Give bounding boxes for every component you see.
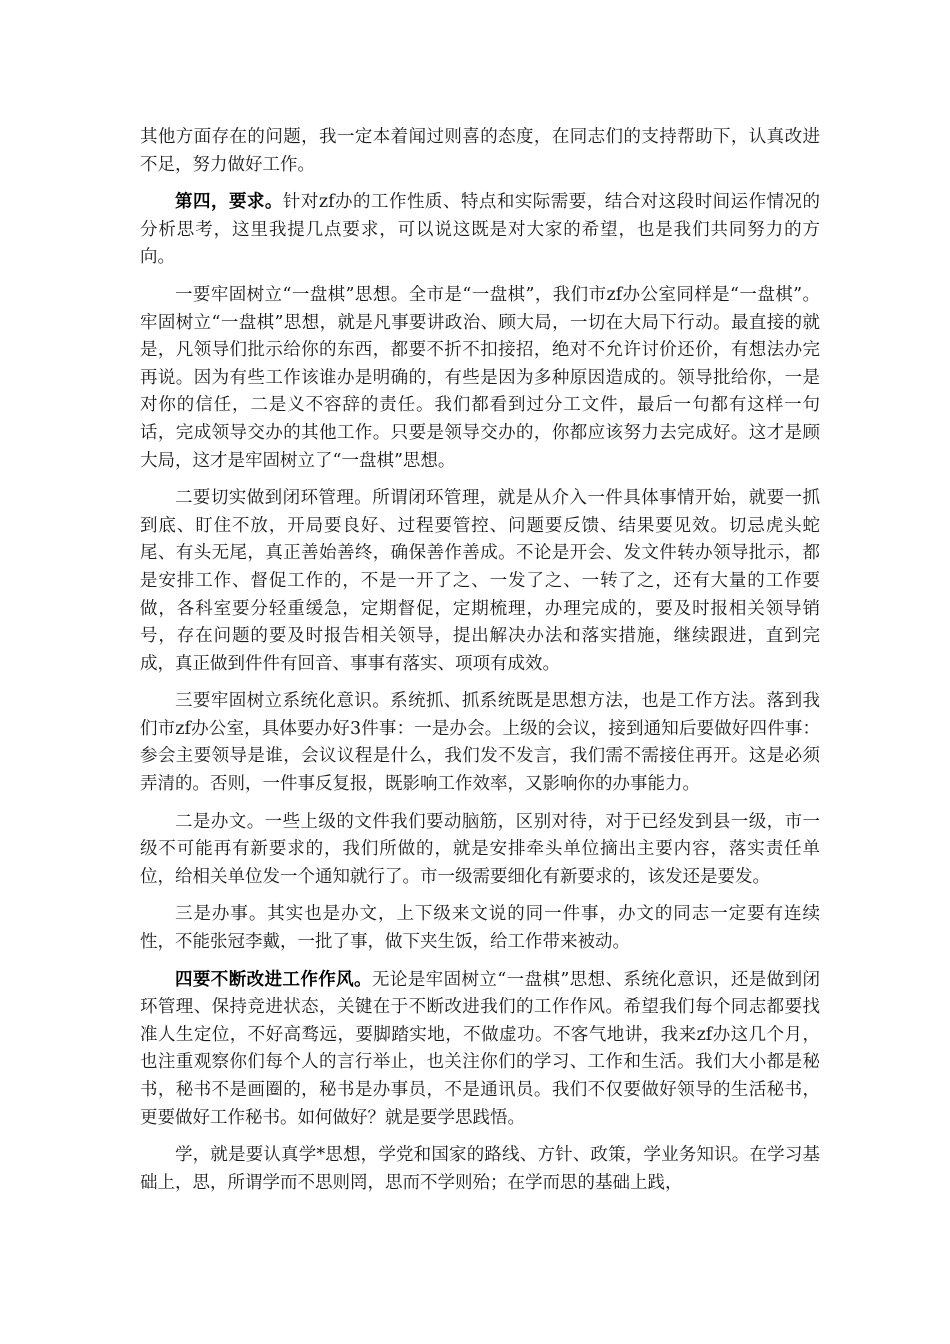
paragraph-learning [140, 1142, 820, 1197]
paragraph-systematic [140, 688, 820, 798]
paragraph-closed-loop [140, 485, 820, 678]
paragraph-text: 三是办事。其实也是办文，上下级来文说的同一件事，办文的同志一定要有连续性，不能张冠李戴，一批了事，做下夹生饭，给工作带来被动。 [140, 904, 820, 953]
paragraph-text: 三要牢固树立系统化意识。系统抓、抓系统既是思想方法，也是工作方法。落到我们市zf办公室，具体要办好3件事：一是办会。上级的会议，接到通知后要做好四件事：参会主要领导是谁，会议议程是什么，我们发不发言，我们需不需接住再开。这是必须弄清的。否则，一件事反复报，既影响工作效率，又影响你的办事能力。 [140, 691, 820, 795]
paragraph-work-style [140, 967, 820, 1133]
paragraph-requirements [140, 189, 820, 272]
paragraph-continuation [140, 124, 820, 179]
section-heading-fourth: 第四，要求。 [175, 192, 283, 213]
paragraph-text: 学，就是要认真学*思想，学党和国家的路线、方针、政策，学业务知识。在学习基础上，思，所谓学而不思则罔，思而不学则殆；在学而思的基础上践， [140, 1145, 820, 1193]
paragraph-documents [140, 809, 820, 892]
paragraph-text: 其他方面存在的问题，我一定本着闻过则喜的态度，在同志们的支持帮助下，认真改进不足，努力做好工作。 [140, 127, 820, 175]
paragraph-text: 针对zf办的工作性质、特点和实际需要，结合对这段时间运作情况的分析思考，这里我提几点要求，可以说这既是对大家的希望，也是我们共同努力的方向。 [140, 192, 821, 268]
paragraph-affairs [140, 901, 820, 956]
paragraph-text: 一要牢固树立“一盘棋”思想。全市是“一盘棋”，我们市zf办公室同样是“一盘棋”。牢固树立“一盘棋”思想，就是凡事要讲政治、顾大局，一切在大局下行动。最直接的就是，凡领导们批示给你的东西，都要不折不扣接招，绝对不允许讨价还价，有想法办完再说。因为有些工作该谁办是明确的，有些是因为多种原因造成的。领导批给你，一是对你的信任，二是义不容辞的责任。我们都看到过分工文件，最后一句都有这样一句话，完成领导交办的其他工作。只要是领导交办的，你都应该努力去完成好。这才是顾大局，这才是牢固树立了“一盘棋”思想。 [140, 284, 820, 471]
paragraph-one-chess-game [140, 282, 820, 475]
paragraph-text: 无论是牢固树立“一盘棋”思想、系统化意识，还是做到闭环管理、保持竞进状态，关键在于不断改进我们的工作作风。希望我们每个同志都要找准人生定位，不好高骛远，要脚踏实地，不做虚功。不客气地讲，我来zf办这几个月，也注重观察你们每个人的言行举止，也关注你们的学习、工作和生活。我们大小都是秘书，秘书不是画圈的，秘书是办事员，不是通讯员。我们不仅要做好领导的生活秘书，更要做好工作秘书。如何做好？就是要学思践悟。 [140, 969, 820, 1128]
section-heading-work-style: 四要不断改进工作作风。 [175, 969, 372, 990]
paragraph-text: 二是办文。一些上级的文件我们要动脑筋，区别对待，对于已经发到县一级，市一级不可能再有新要求的，我们所做的，就是安排牵头单位摘出主要内容，落实责任单位，给相关单位发一个通知就行了。市一级需要细化有新要求的，该发还是要发。 [140, 811, 820, 887]
paragraph-text: 二要切实做到闭环管理。所谓闭环管理，就是从介入一件具体事情开始，就要一抓到底、盯住不放，开局要良好、过程要管控、问题要反馈、结果要见效。切忌虎头蛇尾、有头无尾，真正善始善终，确保善作善成。不论是开会、发文件转办领导批示，都是安排工作、督促工作的，不是一开了之、一发了之、一转了之，还有大量的工作要做，各科室要分轻重缓急，定期督促，定期梳理，办理完成的，要及时报相关领导销号，存在问题的要及时报告相关领导，提出解决办法和落实措施，继续跟进，直到完成，真正做到件件有回音、事事有落实、项项有成效。 [140, 488, 820, 674]
document-body [140, 124, 820, 1207]
